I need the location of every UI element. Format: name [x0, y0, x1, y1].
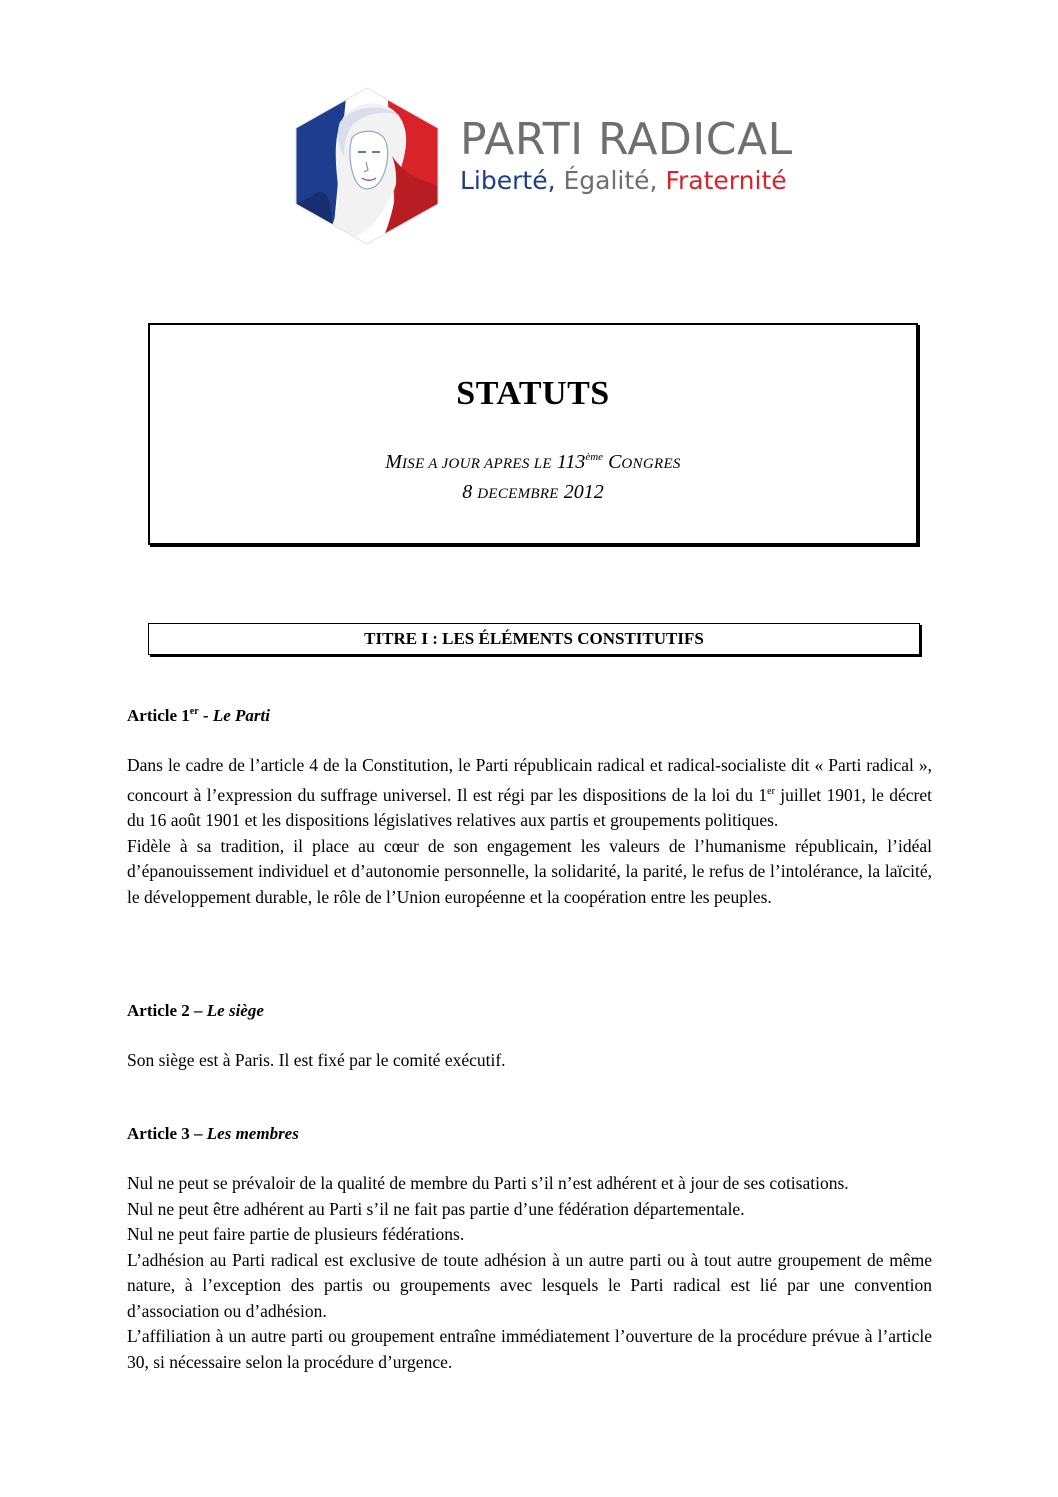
document-subtitle [150, 443, 916, 508]
subtitle-line-date: 8 DECEMBRE 2012 [462, 481, 604, 503]
article-heading: Article 2 – Le siège [127, 1001, 264, 1020]
paragraph: Fidèle à sa tradition, il place au cœur de son engagement les valeurs de l’humanisme républicain, l’idéal d’épanouissement individuel et d’autonomie personnelle, la solidarité, la parité, le refus de l’intolérance, la laïcité, le développement durable, le rôle de l’Union européenne et la coopération entre les peuples. [127, 835, 932, 907]
article-body [127, 753, 932, 910]
motto-egalite: Égalité, [563, 166, 658, 195]
document-title: STATUTS [456, 375, 610, 412]
article-heading: Article 1er - Le Parti [127, 706, 270, 725]
paragraph: L’affiliation à un autre parti ou groupement entraîne immédiatement l’ouverture de la procédure prévue à l’article 30, si nécessaire selon la procédure d’urgence. [127, 1326, 932, 1372]
motto-liberte: Liberté, [460, 166, 556, 195]
section-title-box: TITRE I : LES ÉLÉMENTS CONSTITUTIFS [148, 623, 920, 655]
document-title-box [148, 323, 918, 545]
marianne-hexagon-logo [292, 86, 442, 246]
paragraph: Son siège est à Paris. Il est fixé par le comité exécutif. [127, 1050, 506, 1070]
paragraph: Nul ne peut faire partie de plusieurs fédérations. [127, 1224, 465, 1244]
subtitle-line-update: MISE A JOUR APRES LE 113ème CONGRES [385, 451, 681, 473]
party-logo [292, 86, 812, 246]
article-heading: Article 3 – Les membres [127, 1124, 299, 1143]
paragraph: L’adhésion au Parti radical est exclusive de toute adhésion à un autre parti ou à tout autre groupement de même nature, à l’exception des partis ou groupements avec lesquels le Parti radical est lié par une convention d’association ou d’adhésion. [127, 1249, 932, 1321]
article-body [127, 1171, 932, 1375]
article-body [127, 1048, 932, 1074]
paragraph: Nul ne peut être adhérent au Parti s’il ne fait pas partie d’une fédération départementale. [127, 1198, 745, 1219]
paragraph: Dans le cadre de l’article 4 de la Constitution, le Parti républicain radical et radical-socialiste dit « Parti radical », concourt à l’expression du suffrage universel. Il est régi par les dispositions de la loi du 1er juillet 1901, le décret du 16 août 1901 et les dispositions législatives relatives aux partis et groupements politiques. [127, 755, 933, 830]
motto-fraternite: Fraternité [665, 166, 787, 195]
logo-wordmark [460, 116, 793, 198]
party-name: PARTI RADICAL [460, 114, 793, 165]
paragraph: Nul ne peut se prévaloir de la qualité de membre du Parti s’il n’est adhérent et à jour de ses cotisations. [127, 1173, 849, 1193]
party-motto [460, 164, 793, 198]
